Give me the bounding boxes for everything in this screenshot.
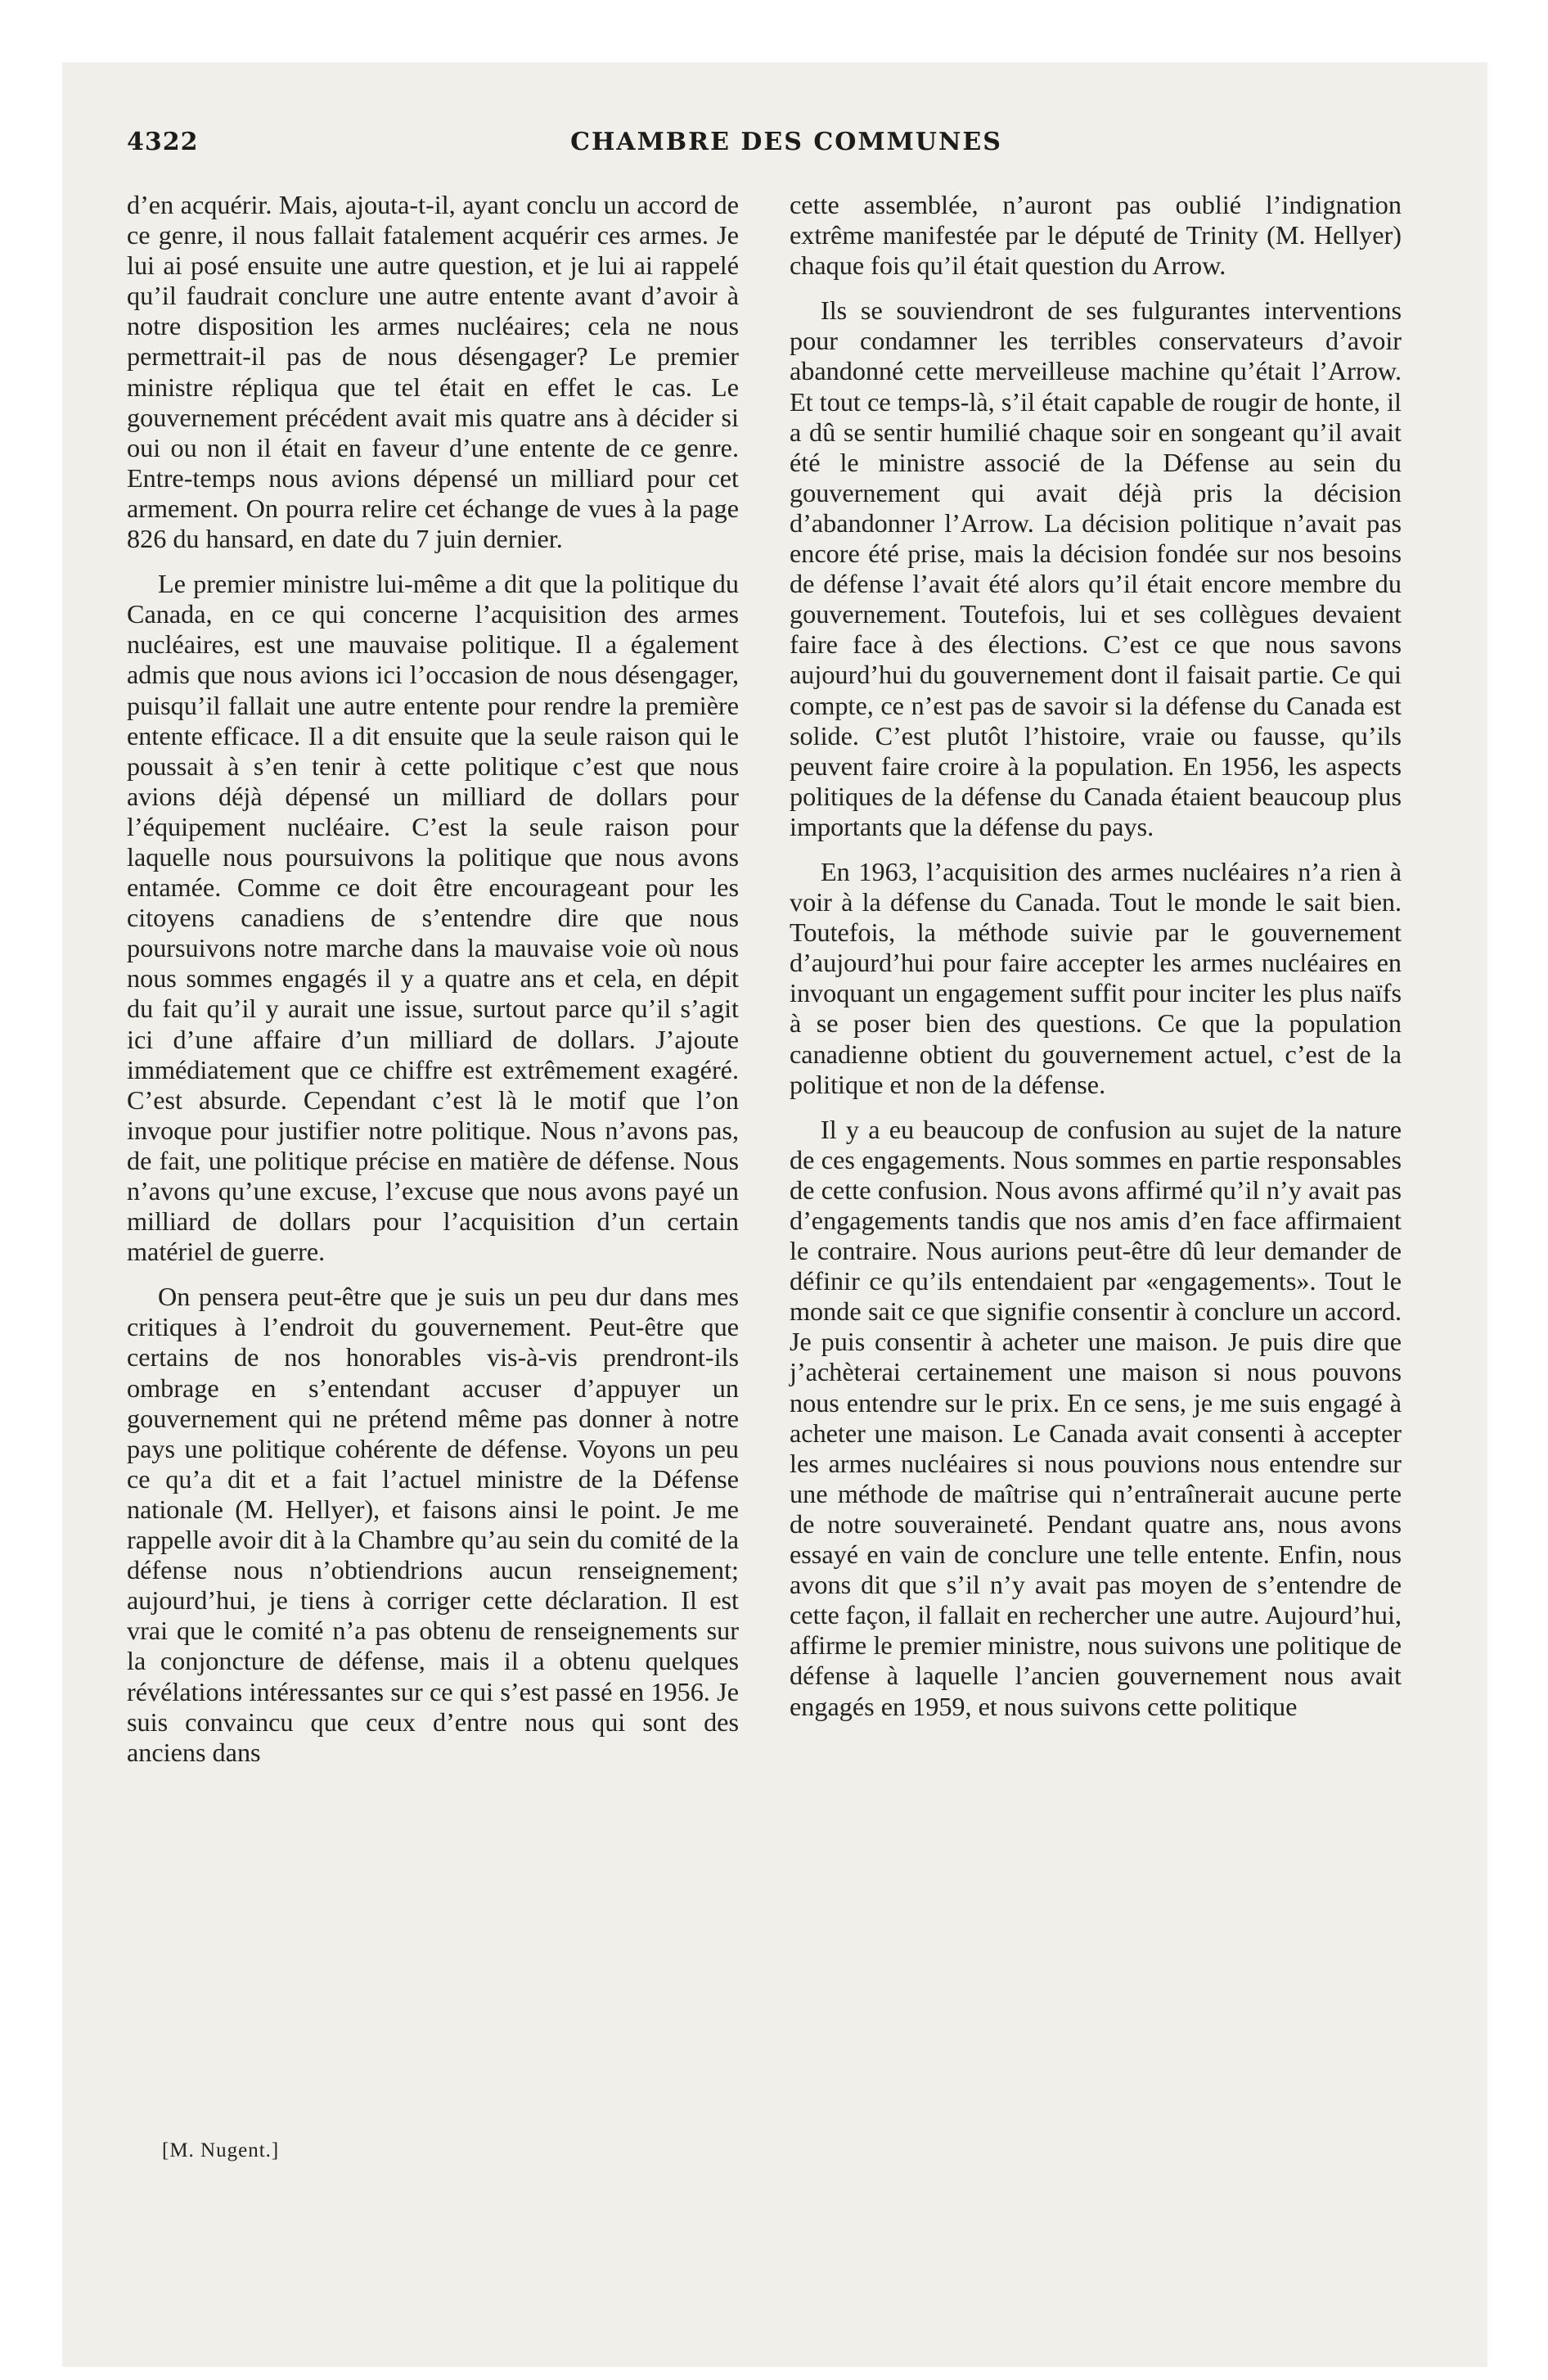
paragraph: On pensera peut-être que je suis un peu dur dans mes critiques à l’endroit du gouvernement. Peut-être que certains de nos honorables vis-à-vis prendront-ils ombrage en s’entendant accuser d’appuyer un gouvernement qui ne prétend même pas donner à notre pays une politique cohérente de défense. Voyons un peu ce qu’a dit et a fait l’actuel ministre de la Défense nationale (M. Hellyer), et faisons ainsi le point. Je me rappelle avoir dit à la Chambre qu’au sein du comité de la défense nous n’obtiendrions aucun renseignement; aujourd’hui, je tiens à corriger cette déclaration. Il est vrai que le comité n’a pas obtenu de renseignements sur la conjoncture de défense, mais il a obtenu quelques révélations intéressantes sur ce qui s’est passé en 1956. Je suis convaincu que ceux d’entre nous qui sont des anciens dans — [127, 1282, 739, 1767]
paragraph: Il y a eu beaucoup de confusion au sujet de la nature de ces engagements. Nous sommes en partie responsables de cette confusion. Nous avons affirmé qu’il n’y avait pas d’engagements tandis que nos amis d’en face affirmaient le contraire. Nous aurions peut-être dû leur demander de définir ce qu’ils entendaient par «engagements». Tout le monde sait ce que signifie consentir à conclure un accord. Je puis consentir à acheter une maison. Je puis dire que j’achèterai certainement une maison si nous pouvons nous entendre sur le prix. En ce sens, je me suis engagé à acheter une maison. Le Canada avait consenti à accepter les armes nucléaires si nous pouvions nous entendre sur une méthode de maîtrise qui n’entraînerait aucune perte de notre souveraineté. Pendant quatre ans, nous avons essayé en vain de conclure une telle entente. Enfin, nous avons dit que s’il n’y avait pas moyen de s’entendre de cette façon, il fallait en rechercher une autre. Aujourd’hui, affirme le premier ministre, nous suivons une politique de défense à laquelle l’ancien gouvernement nous avait engagés en 1959, et nous suivons cette politique — [790, 1114, 1402, 1721]
paragraph: d’en acquérir. Mais, ajouta-t-il, ayant conclu un accord de ce genre, il nous fallait fatalement acquérir ces armes. Je lui ai posé ensuite une autre question, et je lui ai rappelé qu’il faudrait conclure une autre entente avant d’avoir à notre disposition les armes nucléaires; cela ne nous permettrait-il pas de nous désengager? Le premier ministre répliqua que tel était en effet le cas. Le gouvernement précédent avait mis quatre ans à décider si oui ou non il était en faveur d’une entente de ce genre. Entre-temps nous avions dépensé un milliard pour cet armement. On pourra relire cet échange de vues à la page 826 du hansard, en date du 7 juin dernier. — [127, 190, 739, 554]
paragraph: cette assemblée, n’auront pas oublié l’indignation extrême manifestée par le député de Trinity (M. Hellyer) chaque fois qu’il était question du Arrow. — [790, 190, 1402, 281]
page-number: 4322 — [127, 128, 199, 156]
page-header — [127, 128, 1446, 170]
left-column — [127, 190, 739, 1768]
paragraph: Ils se souviendront de ses fulgurantes interventions pour condamner les terribles conservateurs d’avoir abandonné cette merveilleuse machine qu’était l’Arrow. Et tout ce temps-là, s’il était capable de rougir de honte, il a dû se sentir humilié chaque soir en songeant qu’il avait été le ministre associé de la Défense au sein du gouvernement qui avait déjà pris la décision d’abandonner l’Arrow. La décision politique n’avait pas encore été prise, mais la décision fondée sur nos besoins de défense l’avait été alors qu’il était encore membre du gouvernement. Toutefois, lui et ses collègues devaient faire face à des élections. C’est ce que nous savons aujourd’hui du gouvernement dont il faisait partie. Ce qui compte, ce n’est pas de savoir si la défense du Canada est solide. C’est plutôt l’histoire, vraie ou fausse, qu’ils peuvent faire croire à la population. En 1956, les aspects politiques de la défense du Canada étaient beaucoup plus importants que la défense du pays. — [790, 295, 1402, 841]
paragraph: En 1963, l’acquisition des armes nucléaires n’a rien à voir à la défense du Canada. Tout le monde le sait bien. Toutefois, la méthode suivie par le gouvernement d’aujourd’hui pour faire accepter les armes nucléaires en invoquant un engagement suffit pour inciter les plus naïfs à se poser bien des questions. Ce que la population canadienne obtient du gouvernement actuel, c’est de la politique et non de la défense. — [790, 856, 1402, 1099]
paragraph: Le premier ministre lui-même a dit que la politique du Canada, en ce qui concerne l’acquisition des armes nucléaires, est une mauvaise politique. Il a également admis que nous avions ici l’occasion de nous désengager, puisqu’il fallait une autre entente pour rendre la première entente efficace. Il a dit ensuite que la seule raison qui le poussait à s’en tenir à cette politique c’est que nous avions déjà dépensé un milliard de dollars pour l’équipement nucléaire. C’est la seule raison pour laquelle nous poursuivons la politique que nous avons entamée. Comme ce doit être encourageant pour les citoyens canadiens de s’entendre dire que nous poursuivons notre marche dans la mauvaise voie où nous nous sommes engagés il y a quatre ans et cela, en dépit du fait qu’il y aurait une issue, surtout parce qu’il s’agit ici d’une affaire d’un milliard de dollars. J’ajoute immédiatement que ce chiffre est extrêmement exagéré. C’est absurde. Cependant c’est là le motif que l’on invoque pour justifier notre politique. Nous n’avons pas, de fait, une politique précise en matière de défense. Nous n’avons qu’une excuse, l’excuse que nous avons payé un milliard de dollars pour l’acquisition d’un certain matériel de guerre. — [127, 569, 739, 1267]
right-column — [790, 190, 1402, 1722]
running-head: CHAMBRE DES COMMUNES — [570, 128, 1002, 156]
speaker-attribution: [M. Nugent.] — [162, 2139, 280, 2161]
